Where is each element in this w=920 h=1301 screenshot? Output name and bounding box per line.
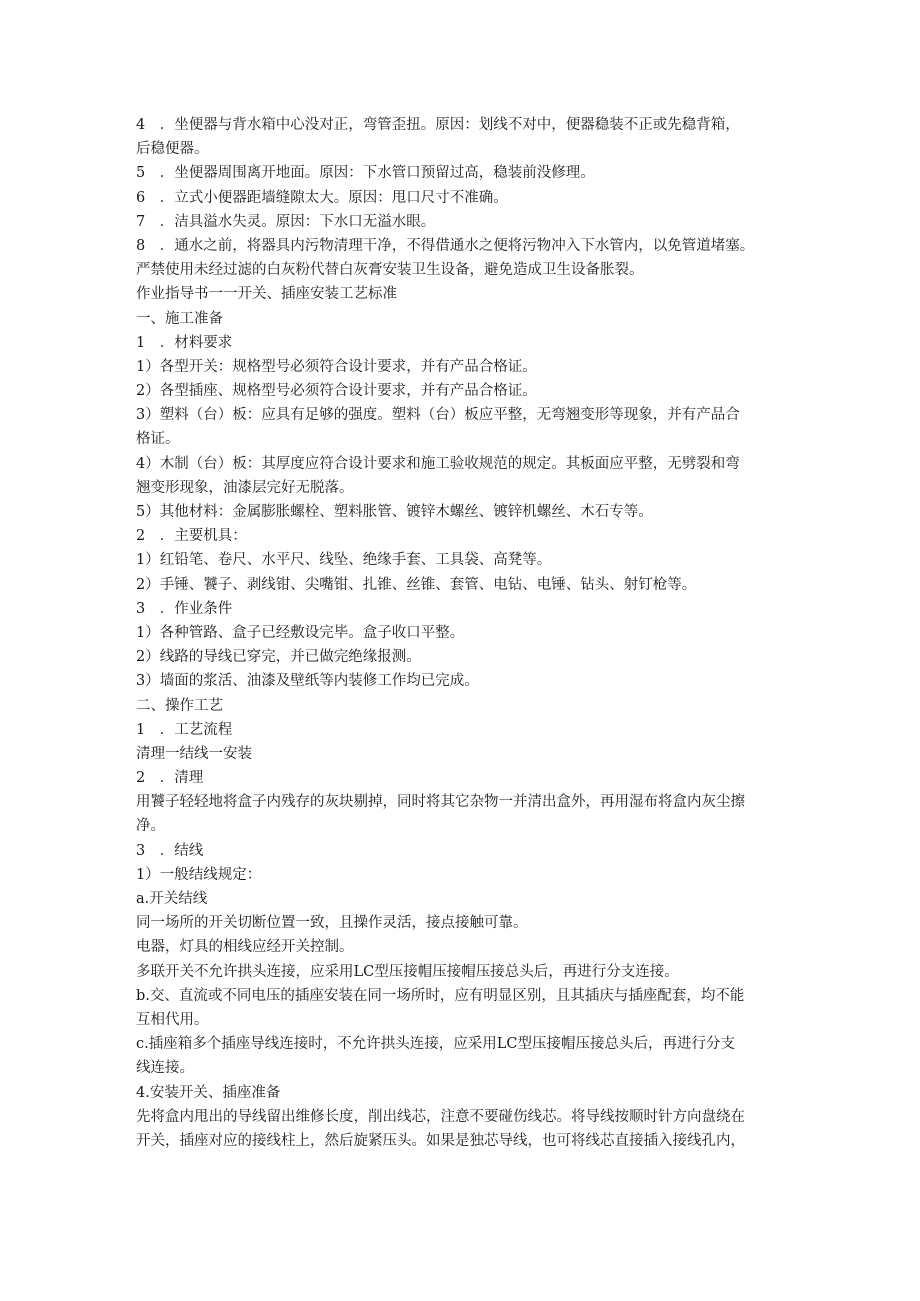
text-line: 4 ．坐便器与背水箱中心没对正，弯管歪扭。原因：划线不对中，便器稳装不正或先稳背箱， <box>136 117 740 133</box>
text-line: 2 ．主要机具： <box>136 528 247 545</box>
text-line: 4.安装开关、插座准备 <box>136 1084 281 1101</box>
text-line: 4）木制（台）板：其厚度应符合设计要求和施工验收规范的规定。其板面应平整，无劈裂和弯 <box>136 455 740 472</box>
text-line: 用饕子轻轻地将盒子内残存的灰块剔掉，同时将其它杂物一并清出盒外，再用湿布将盒内灰尘擦 <box>136 794 745 811</box>
text-line: 1 ．工艺流程 <box>136 721 233 738</box>
text-line: 3 ．结线 <box>136 842 204 859</box>
text-line: 开关，插座对应的接线柱上，然后旋紧压头。如果是独芯导线，也可将线芯直接插入接线孔内， <box>136 1132 745 1149</box>
text-line: 严禁使用未经过滤的白灰粉代替白灰膏安装卫生设备，避免造成卫生设备胀裂。 <box>136 262 644 279</box>
text-line: 2）线路的导线已穿完，并已做完绝缘报测。 <box>136 649 421 666</box>
text-line: 3）墙面的浆活、油漆及壁纸等内装修工作均已完成。 <box>136 673 479 690</box>
text-line: 电器，灯具的相线应经开关控制。 <box>136 939 354 956</box>
text-line: 先将盒内甩出的导线留出维修长度，削出线芯，注意不要碰伤线芯。将导线按顺时针方向盘绕在 <box>136 1108 745 1125</box>
text-line: c.插座箱多个插座导线连接时，不允许拱头连接，应采用LC型压接帽压接总头后，再进行分支 <box>136 1036 735 1053</box>
text-line: 5 ．坐便器周围离开地面。原因：下水管口预留过高，稳装前没修理。 <box>136 165 595 182</box>
text-line: 线连接。 <box>136 1060 194 1077</box>
text-line: 3）塑料（台）板：应具有足够的强度。塑料（台）板应平整，无弯翘变形等现象，并有产品合 <box>136 407 740 424</box>
text-line: 净。 <box>136 818 165 835</box>
text-line: 6 ．立式小便器距墙缝隙太大。原因：甩口尺寸不准确。 <box>136 189 508 206</box>
text-line: 翘变形现象，油漆层完好无脱落。 <box>136 479 354 496</box>
text-line: 互相代用。 <box>136 1011 209 1028</box>
text-line: 7 ．洁具溢水失灵。原因：下水口无溢水眼。 <box>136 213 436 230</box>
text-line: 二、操作工艺 <box>136 697 223 714</box>
text-line: 2）各型插座、规格型号必须符合设计要求，并有产品合格证。 <box>136 383 537 400</box>
text-line: 3 ．作业条件 <box>136 600 233 617</box>
text-line: 后稳便器。 <box>136 141 209 158</box>
text-line: 格证。 <box>136 431 180 448</box>
text-line: b.交、直流或不同电压的插座安装在同一场所时，应有明显区别，且其插庆与插座配套，均不能 <box>136 987 745 1004</box>
text-line: a.开关结线 <box>136 891 208 907</box>
text-line: 2 ．清理 <box>136 770 204 787</box>
text-line: 一、施工准备 <box>136 310 223 327</box>
text-line: 1）红铅笔、卷尺、水平尺、线坠、绝缘手套、工具袋、高凳等。 <box>136 552 552 569</box>
text-line: 1 ．材料要求 <box>136 334 233 351</box>
text-line: 多联开关不允许拱头连接，应采用LC型压接帽压接帽压接总头后，再进行分支连接。 <box>136 963 679 980</box>
text-line: 1）各型开关：规格型号必须符合设计要求，并有产品合格证。 <box>136 358 537 375</box>
text-line: 2）手锤、饕子、剥线钳、尖嘴钳、扎锥、丝锥、套管、电钻、电锤、钻头、射钉枪等。 <box>136 576 697 593</box>
text-line: 作业指导书一一开关、插座安装工艺标准 <box>136 286 397 303</box>
text-line: 1）各种管路、盒子已经敷设完毕。盒子收口平整。 <box>136 624 465 641</box>
text-line: 5）其他材料：金属膨胀螺栓、塑料胀管、镀锌木螺丝、镀锌机螺丝、木石专等。 <box>136 504 653 520</box>
text-line: 8 ．通水之前，将器具内污物清理干净，不得借通水之便将污物冲入下水管内，以免管道堵塞。 <box>136 237 755 254</box>
text-line: 清理一结线一安装 <box>136 745 252 762</box>
text-line: 1）一般结线规定： <box>136 866 262 883</box>
text-line: 同一场所的开关切断位置一致，且操作灵活，接点接触可靠。 <box>136 915 528 932</box>
document-body <box>136 113 796 1153</box>
